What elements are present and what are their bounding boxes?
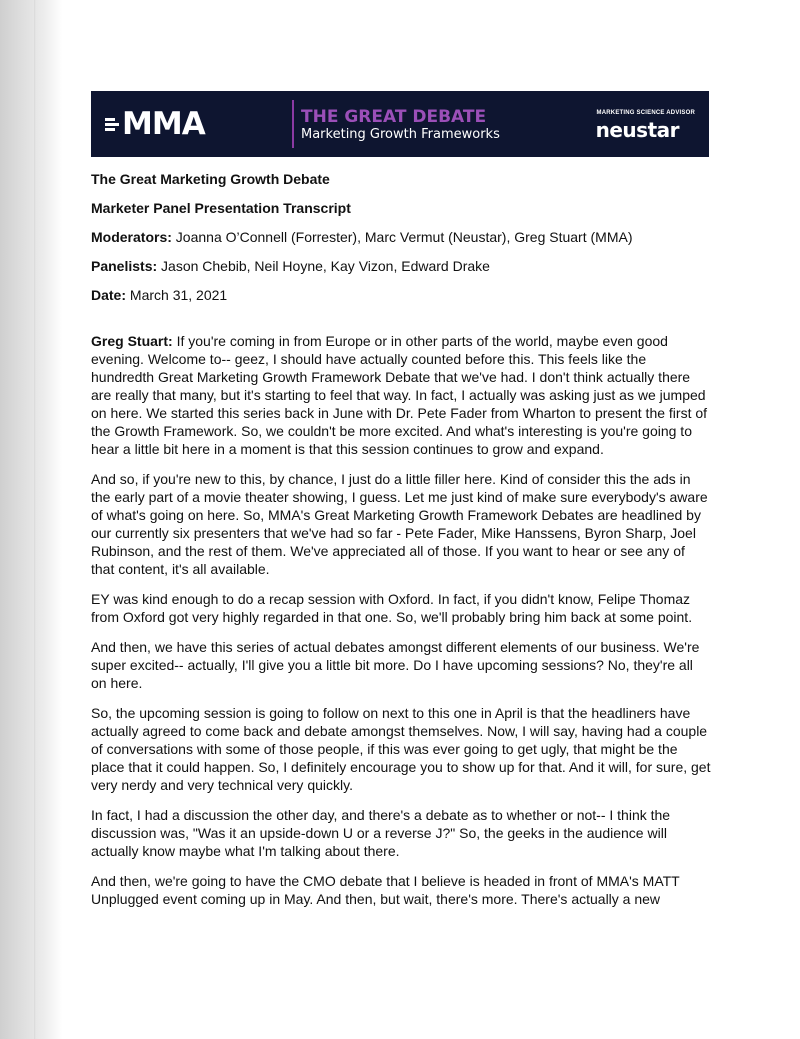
transcript-paragraph: In fact, I had a discussion the other day, and there's a debate as to whether or not-- I think the discussion was, "Was it an upside-down U or a reverse J?" So, the geeks in the audience will actually know maybe what I'm talking about there. bbox=[91, 807, 671, 859]
date-value: March 31, 2021 bbox=[129, 287, 228, 303]
banner-subtitle: Marketing Growth Frameworks bbox=[301, 127, 500, 142]
moderators-value: Joanna O’Connell (Forrester), Marc Vermut (Neustar), Greg Stuart (MMA) bbox=[175, 229, 633, 245]
banner-title: THE GREAT DEBATE bbox=[301, 107, 487, 127]
document-title: The Great Marketing Growth Debate bbox=[91, 171, 330, 187]
transcript-paragraph: And then, we're going to have the CMO debate that I believe is headed in front of MMA's MATT Unplugged event coming up in May. And then, but wait, there's more. There's actually a new bbox=[91, 873, 680, 907]
partner-label: MARKETING SCIENCE ADVISOR bbox=[596, 110, 695, 116]
date-label: Date: bbox=[91, 287, 127, 303]
moderators-line bbox=[91, 228, 711, 246]
transcript-paragraph: EY was kind enough to do a recap session with Oxford. In fact, if you didn't know, Felipe Thomaz from Oxford got very highly regarded in that one. So, we'll probably bring him back at some point. bbox=[91, 591, 693, 625]
panelists-value: Jason Chebib, Neil Hoyne, Kay Vizon, Edward Drake bbox=[161, 258, 490, 274]
transcript-paragraph: So, the upcoming session is going to follow on next to this one in April is that the headliners have actually agreed to come back and debate amongst themselves. Now, I will say, having had a couple of conversations with some of those people, if this was ever going to get ugly, that might be the place that it could happen. So, I definitely encourage you to show up for that. And it will, for sure, get very nerdy and very technical very quickly. bbox=[91, 705, 711, 793]
transcript-paragraph bbox=[91, 332, 711, 458]
mma-logo bbox=[105, 106, 205, 142]
header-banner bbox=[91, 91, 709, 157]
page-edge bbox=[34, 0, 36, 1039]
document-content bbox=[91, 170, 711, 920]
paragraph-text: If you're coming in from Europe or in other parts of the world, maybe even good evening. Welcome to-- geez, I should have actually counted before this. This feels like the hundredth Great Marketing Growth Framework Debate that we've had. I don't think actually there are really that many, but it's starting to feel that way. In fact, I actually was asking just as we jumped on here. We started this series back in June with Dr. Pete Fader from Wharton to present the first of the Growth Framework. So, we couldn't be more excited. And what's interesting is you're going to hear a little bit here in a moment is that this session continues to grow and expand. bbox=[91, 333, 708, 457]
transcript-paragraph: And then, we have this series of actual debates amongst different elements of our business. We're super excited-- actually, I'll give you a little bit more. Do I have upcoming sessions? No, they're all on here. bbox=[91, 639, 700, 691]
date-line bbox=[91, 286, 711, 304]
banner-divider bbox=[292, 100, 294, 148]
logo-text: MMA bbox=[122, 106, 205, 142]
transcript-paragraph: And so, if you're new to this, by chance, I just do a little filler here. Kind of consider this the ads in the early part of a movie theater showing, I guess. Let me just kind of make sure everybody's aware of what's going on here. So, MMA's Great Marketing Growth Framework Debates are headlined by our currently six presenters that we've had so far - Pete Fader, Mike Hanssens, Byron Sharp, Joel Rubinson, and the rest of them. We've appreciated all of those. If you want to hear or see any of that content, it's all available. bbox=[91, 471, 708, 577]
document-subtitle: Marketer Panel Presentation Transcript bbox=[91, 200, 351, 216]
transcript-body bbox=[91, 332, 711, 908]
panelists-label: Panelists: bbox=[91, 258, 158, 274]
speaker-name: Greg Stuart: bbox=[91, 333, 173, 349]
logo-lines-icon bbox=[105, 114, 119, 134]
partner-logo: neustar bbox=[595, 118, 679, 142]
document-meta bbox=[91, 170, 711, 304]
moderators-label: Moderators: bbox=[91, 229, 172, 245]
page-shadow bbox=[0, 0, 62, 1039]
panelists-line bbox=[91, 257, 711, 275]
